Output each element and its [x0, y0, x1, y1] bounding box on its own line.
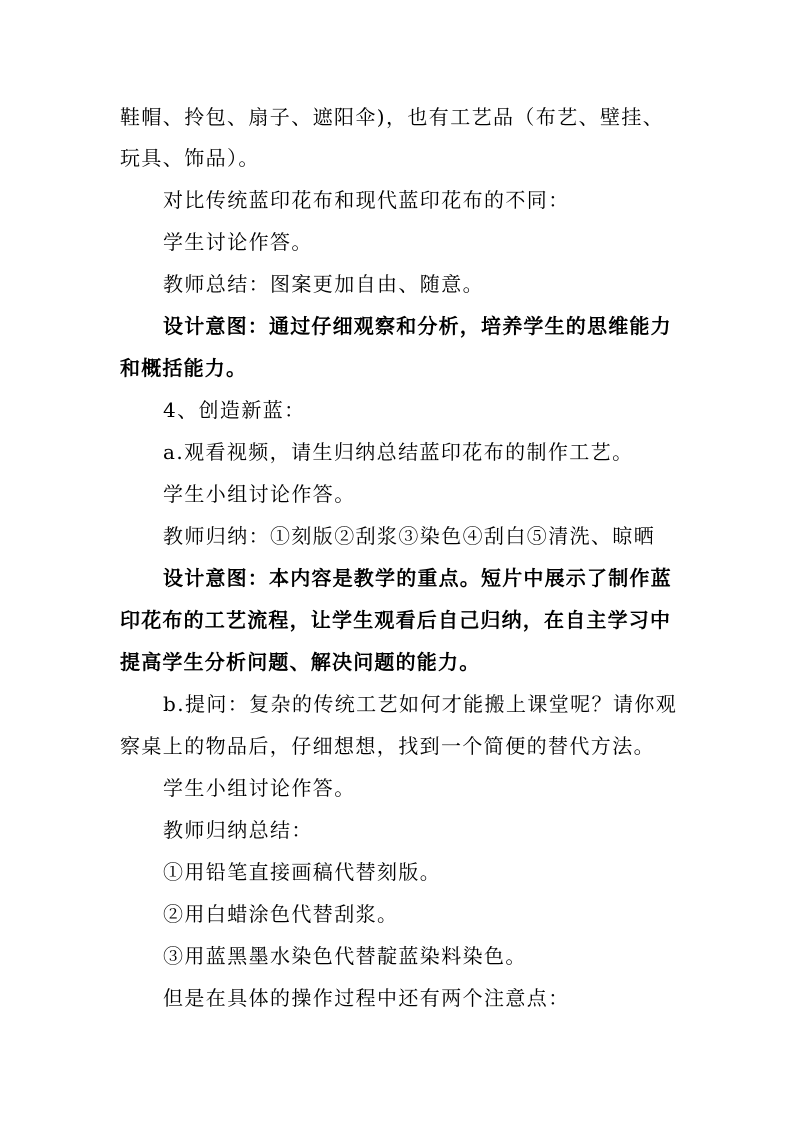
list-item: ①用铅笔直接画稿代替刻版。 [163, 860, 442, 884]
design-intent-continuation: 印花布的工艺流程，让学生观看后自己归纳，在自主学习中 [120, 608, 672, 632]
text-line: 教师总结：图案更加自由、随意。 [163, 272, 484, 296]
design-intent-heading: 设计意图：本内容是教学的重点。短片中展示了制作蓝 [163, 566, 672, 590]
text-line: 对比传统蓝印花布和现代蓝印花布的不同： [163, 188, 570, 212]
design-intent-heading: 设计意图：通过仔细观察和分析，培养学生的思维能力 [163, 314, 672, 338]
design-intent-continuation: 提高学生分析问题、解决问题的能力。 [120, 650, 481, 674]
text-line: 学生讨论作答。 [163, 230, 313, 254]
text-line: 但是在具体的操作过程中还有两个注意点： [163, 986, 570, 1010]
text-line: 学生小组讨论作答。 [163, 482, 356, 506]
design-intent-continuation: 和概括能力。 [120, 356, 248, 380]
text-line: 教师归纳：①刻版②刮浆③染色④刮白⑤清洗、晾晒 [163, 524, 656, 548]
list-item: ②用白蜡涂色代替刮浆。 [163, 902, 399, 926]
list-item: ③用蓝黑墨水染色代替靛蓝染料染色。 [163, 944, 527, 968]
text-line: 玩具、饰品）。 [120, 146, 260, 170]
text-line: b.提问：复杂的传统工艺如何才能搬上课堂呢？请你观 [163, 692, 678, 716]
text-line: 鞋帽、拎包、扇子、遮阳伞)，也有工艺品（布艺、壁挂、 [120, 105, 665, 129]
text-line: 教师归纳总结： [163, 818, 313, 842]
text-line: a.观看视频，请生归纳总结蓝印花布的制作工艺。 [163, 440, 634, 464]
section-heading: 4、创造新蓝： [163, 398, 306, 422]
text-line: 察桌上的物品后，仔细想想，找到一个简便的替代方法。 [120, 734, 655, 758]
text-line: 学生小组讨论作答。 [163, 776, 356, 800]
